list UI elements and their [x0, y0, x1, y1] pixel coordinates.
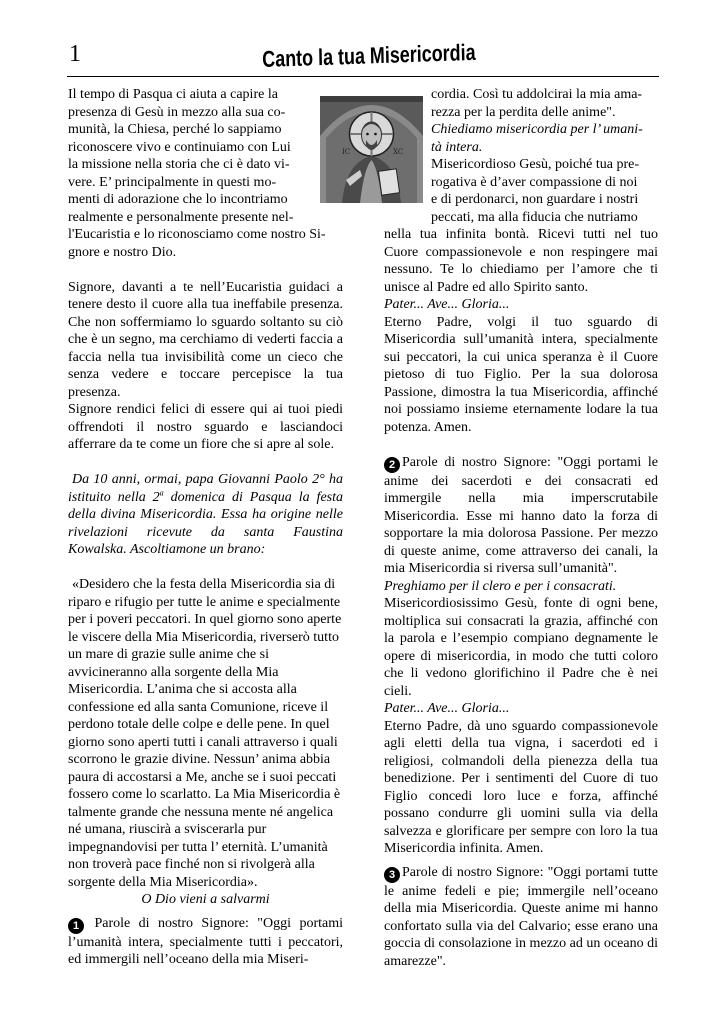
number-one-icon: 1: [68, 918, 84, 934]
intro-line: vere. E’ principalmente in questi mo-: [68, 174, 277, 190]
italic-introduction: Da 10 anni, ormai, papa Giovanni Paolo 2° ha istituito nella 2$^a$ domenica di Pasqua la festa della divina Misericordia. Essa ha origine nelle rivelazioni ricevute da santa Faustina Kowalska. Ascoltiamone un brano:: [68, 472, 343, 557]
text-line: rezza per la perdita delle anime".: [431, 104, 616, 120]
svg-text:IC: IC: [342, 148, 351, 156]
pater-line: Pater... Ave... Gloria...: [384, 297, 510, 312]
text-line: peccati, ma alla fiducia che nutriamo: [431, 209, 638, 225]
number-three-icon: 3: [384, 867, 400, 883]
italic-line: tà intera.: [431, 139, 483, 155]
prayer-paragraph: nella tua infinita bontà. Ricevi tutti nel tuo Cuore compassionevole e non respingere mai nessuno. Te lo chiediamo per l’amore che ti unisce al Padre ed allo Spirito santo.: [384, 227, 658, 295]
pater-line: Pater... Ave... Gloria...: [384, 701, 510, 716]
eterno-padre-paragraph: Eterno Padre, dà uno sguardo compassionevole agli eletti della tua vigna, i sacerdoti ed i religiosi, colmandoli della pienezza della tua benedizione. Per i sentimenti del Cuore di tuo Figlio concedi loro luce e forza, affinché possano condurre gli uomini sulla via della salvezza e glorificare per sempre con loro la tua Misericordia infinita. Amen.: [384, 718, 658, 856]
italic-line: Preghiamo per il clero e per i consacrati.: [384, 578, 617, 594]
intro-line: gnore e nostro Dio.: [68, 244, 177, 260]
left-column: [68, 86, 343, 969]
right-column: [384, 86, 658, 970]
number-two-icon: 2: [384, 457, 400, 473]
invocation-2: 2 Parole di nostro Signore: "Oggi portami le anime dei sacerdoti e dei consacrati ed immergile nella mia imperscrutabile Misericordia. Esse mi hanno dato la forza di sopportare la mia dolorosa Passione. Per mezzo di queste anime, come attraverso dei canali, la mia Misericordia si riversa sull’umanità".: [384, 454, 658, 576]
text-line: e di perdonarci, non guardare i nostri: [431, 192, 639, 207]
prayer-paragraph: Misericordiosissimo Gesù, fonte di ogni bene, moltiplica sui consacrati la grazia, affinché con la parola e l’esempio compiano degnamente le opere di misericordia, in modo che tutti coloro che li vedono glorifichino il Padre che è nei cieli.: [384, 596, 658, 699]
prayer-paragraph: Signore, davanti a te nell’Eucaristia guidaci a tenere desto il cuore alla tua ineffabile presenza. Che non soffermiamo lo sguardo soltanto su ciò che è un segno, ma cerchiamo di vederti faccia a faccia nella tua invisibilità come un cieco che senza vedere e toccare percepisce la tua presenza.: [68, 279, 343, 400]
intro-line: menti di adorazione che lo incontriamo: [68, 192, 288, 207]
intro-line: riconoscere vivo e continuiamo con Lui: [68, 139, 291, 155]
italic-line: Chiediamo misericordia per l’ umani-: [431, 122, 643, 137]
header-rule: [67, 76, 659, 77]
invocation-1: 1 Parole di nostro Signore: "Oggi portami l’umanità intera, specialmente tutti i peccatori, ed immergili nell’oceano della mia Miseri-: [68, 915, 344, 967]
page-title: Canto la tua Misericordia: [262, 38, 476, 72]
text-line: Misericordioso Gesù, poiché tua pre-: [431, 157, 639, 172]
page-number: 1: [69, 41, 81, 67]
intro-line: munità, la Chiesa, perché lo sappiamo: [68, 122, 282, 137]
text-line: rogativa è d’aver compassione di noi: [431, 174, 638, 190]
intro-line: presenza di Gesù in mezzo alla sua co-: [68, 104, 286, 120]
intro-line: l'Eucaristia e lo riconosciamo come nostro Si-: [68, 227, 326, 242]
intro-line: Il tempo di Pasqua ci aiuta a capire la: [68, 87, 278, 102]
svg-text:XC: XC: [393, 148, 404, 156]
prayer-paragraph: Signore rendici felici di essere qui ai tuoi piedi offrendoti il nostro sguardo e lasciandoci afferrare da te come un fiore che si apre al sole.: [68, 402, 343, 452]
text-line: cordia. Così tu addolcirai la mia ama-: [431, 87, 643, 102]
intro-line: realmente e personalmente presente nel-: [68, 209, 294, 225]
invocation-3: 3 Parole di nostro Signore: "Oggi portami tutte le anime fedeli e pie; immergile nell’oceano della mia Misericordia. Queste anime mi hanno confortato sulla via del Calvario; esse erano una goccia di consolazione in mezzo ad un oceano di amarezze".: [384, 864, 658, 969]
refrain: O Dio vieni a salvarmi: [141, 892, 270, 907]
faustina-quote: «Desidero che la festa della Misericordia sia di riparo e rifugio per tutte le anime e specialmente per i poveri peccatori. In quel giorno sono aperte le viscere della Mia Misericordia, riverserò tutto un mare di grazie sulle anime che si avvicineranno alla sorgente della Mia Misericordia. L’anima che si accosta alla confessione ed alla santa Comunione, riceve il perdono totale delle colpe e delle pene. In quel giorno sono aperti tutti i canali attraverso i quali scorrono le grazie divine. Nessun’ anima abbia paura di accostarsi a Me, anche se i suoi peccati fossero come lo scarlatto. La Mia Misericordia è talmente grande che nessuna mente né angelica né umana, riuscirà a sviscerarla pur impegnandovisi per tutta l’ eternità. L’umanità non troverà pace finché non si rivolgerà alla sorgente della Mia Misericordia».: [68, 577, 342, 890]
eterno-padre-paragraph: Eterno Padre, volgi il tuo sguardo di Misericordia sull’umanità intera, specialmente sui peccatori, la cui unica speranza è il Cuore pietoso di tuo Figlio. Per la sua dolorosa Passione, dimostra la tua Misericordia, affinché noi possiamo insieme eternamente lodare la tua potenza. Amen.: [384, 314, 658, 435]
intro-line: la missione nella storia che ci è dato vi-: [68, 157, 290, 172]
